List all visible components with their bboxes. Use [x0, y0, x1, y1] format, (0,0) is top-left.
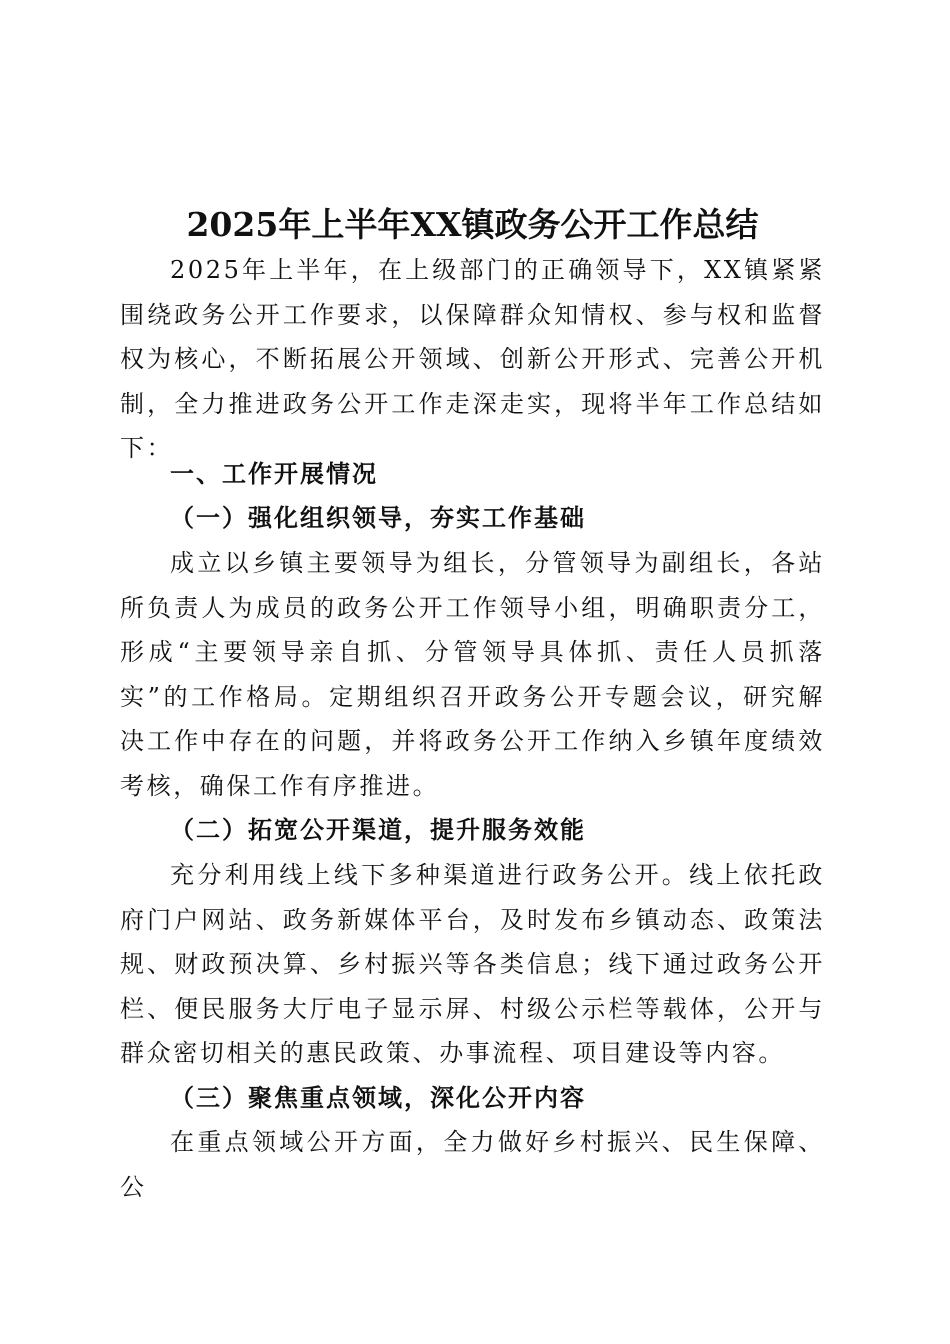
- subsection-heading-key-areas: （三）聚焦重点领域，深化公开内容: [170, 1083, 586, 1112]
- subsection-paragraph-channels: 充分利用线上线下多种渠道进行政务公开。线上依托政府门户网站、政务新媒体平台，及时发布乡镇动态、政策法规、财政预决算、乡村振兴等各类信息；线下通过政务公开栏、便民服务大厅电子显示屏、村级公示栏等载体，公开与群众密切相关的惠民政策、办事流程、项目建设等内容。: [120, 861, 825, 1067]
- subsection-heading-channels: （二）拓宽公开渠道，提升服务效能: [170, 815, 586, 844]
- subsection-paragraph-organization: 成立以乡镇主要领导为组长，分管领导为副组长，各站所负责人为成员的政务公开工作领导小组，明确职责分工，形成“主要领导亲自抓、分管领导具体抓、责任人员抓落实”的工作格局。定期组织召开政务公开专题会议，研究解决工作中存在的问题，并将政务公开工作纳入乡镇年度绩效考核，确保工作有序推进。: [120, 549, 825, 800]
- subsection-paragraph-key-areas: 在重点领域公开方面，全力做好乡村振兴、民生保障、公: [120, 1128, 825, 1201]
- intro-paragraph: 2025年上半年，在上级部门的正确领导下，XX镇紧紧围绕政务公开工作要求，以保障群众知情权、参与权和监督权为核心，不断拓展公开领域、创新公开形式、完善公开机制，全力推进政务公开工作走深走实，现将半年工作总结如下：: [120, 256, 825, 462]
- subsection-heading-organization: （一）强化组织领导，夯实工作基础: [170, 503, 586, 532]
- document-title: 2025年上半年XX镇政务公开工作总结: [186, 205, 759, 245]
- section-heading-work-progress: 一、工作开展情况: [170, 460, 378, 488]
